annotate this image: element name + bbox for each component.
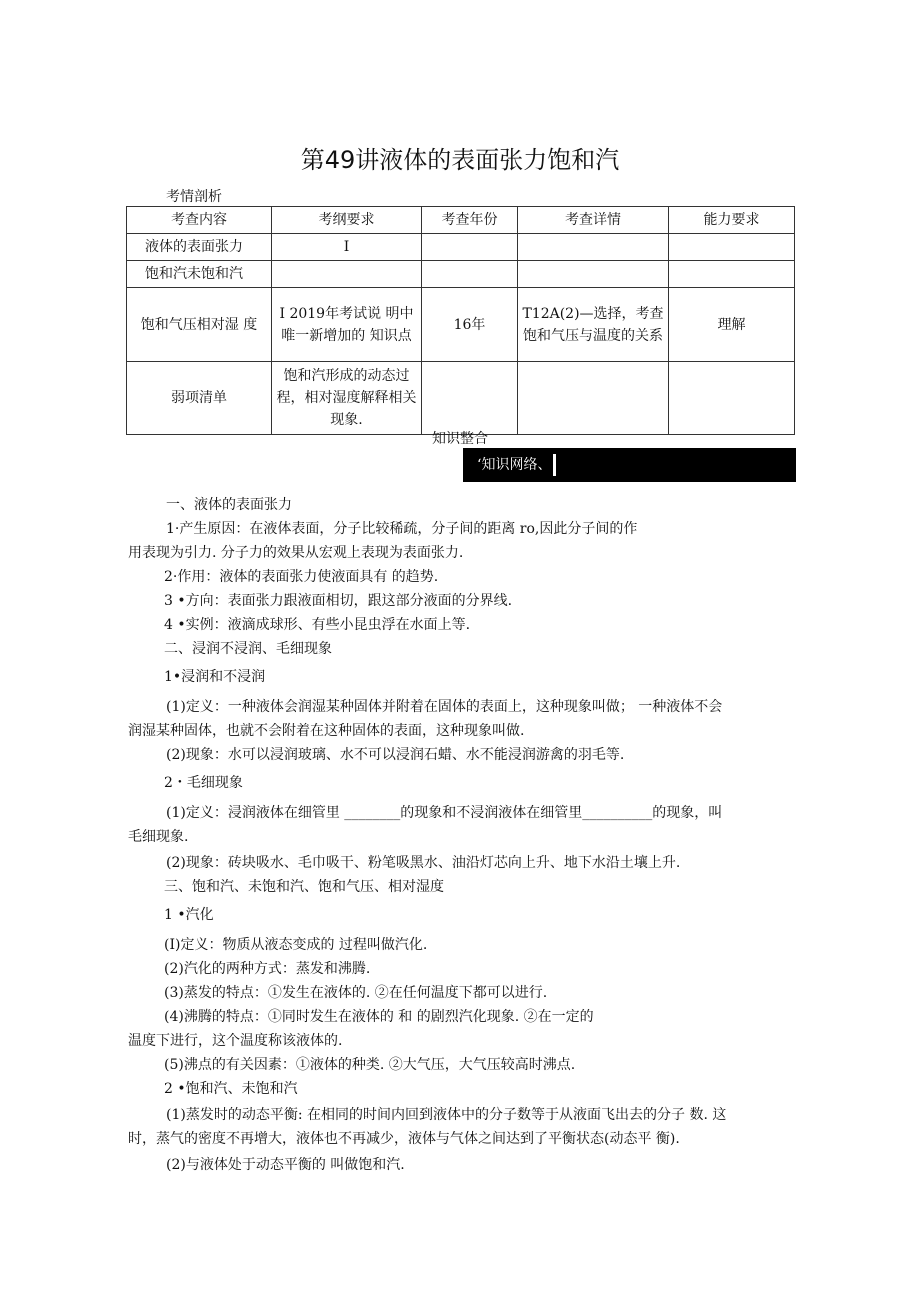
text-line: (2)汽化的两种方式：蒸发和沸腾. [164, 961, 371, 977]
table-row [127, 261, 795, 288]
text-line: (3)蒸发的特点：①发生在液体的. ②在任何温度下都可以进行. [164, 985, 548, 1001]
table-cell: 理解 [669, 288, 795, 362]
table-row [127, 288, 795, 362]
section-heading: 一、液体的表面张力 [166, 497, 292, 513]
subsection-heading: 1 •汽化 [164, 907, 214, 923]
table-cell: T12A(2)—选择，考查饱和气压与温度的关系 [518, 288, 669, 362]
subsection-heading: 1•浸润和不浸润 [164, 669, 266, 685]
knowledge-heading: 知识整合 [432, 431, 488, 447]
table-cell [518, 362, 669, 435]
table-cell: 弱项清单 [127, 362, 272, 435]
text-line: 1·产生原因：在液体表面，分子比较稀疏，分子间的距离 ro,因此分子间的作 [166, 521, 638, 537]
exam-analysis-table [126, 206, 795, 435]
table-cell [272, 261, 422, 288]
table-cell: 饱和汽未饱和汽 [127, 261, 272, 288]
knowledge-network-banner [463, 448, 796, 482]
text-line: 用表现为引力. 分子力的效果从宏观上表现为表面张力. [128, 545, 464, 561]
table-cell [669, 234, 795, 261]
section-heading: 三、饱和汽、未饱和汽、饱和气压、相对湿度 [164, 879, 444, 895]
cursor-bar-icon [553, 454, 556, 476]
text-line: 4 •实例：液滴成球形、有些小昆虫浮在水面上等. [164, 617, 471, 633]
page-title: 第49讲液体的表面张力饱和汽 [300, 146, 620, 174]
table-cell [422, 261, 518, 288]
text-line: (I)定义：物质从液态变成的 过程叫做汽化. [164, 937, 428, 953]
table-cell: I [272, 234, 422, 261]
table-cell [422, 234, 518, 261]
text-line: (2)现象：砖块吸水、毛巾吸干、粉笔吸黑水、油沿灯芯向上升、地下水沿土壤上升. [166, 855, 681, 871]
text-line: (2)现象：水可以浸润玻璃、水不可以浸润石蜡、水不能浸润游禽的羽毛等. [166, 747, 625, 763]
section-heading: 二、浸润不浸润、毛细现象 [164, 641, 332, 657]
text-line: 毛细现象. [128, 829, 189, 845]
text-line: (4)沸腾的特点：①同时发生在液体的 和 的剧烈汽化现象. ②在一定的 [164, 1009, 594, 1025]
text-line: (1)定义：浸润液体在细管里 ________的现象和不浸润液体在细管里__________的现象，叫 [166, 805, 723, 821]
text-line: 温度下进行，这个温度称该液体的. [128, 1033, 343, 1049]
table-cell [518, 234, 669, 261]
table-cell: 饱和汽形成的动态过程，相对湿度解释相关现象. [272, 362, 422, 435]
header-cell: 能力要求 [669, 207, 795, 234]
text-line: 时，蒸气的密度不再增大，液体也不再减少，液体与气体之间达到了平衡状态(动态平 衡). [128, 1131, 680, 1147]
table-cell: 液体的表面张力 [127, 234, 272, 261]
text-line: (1)定义：一种液体会润湿某种固体并附着在固体的表面上，这种现象叫做； 一种液体不会 [166, 699, 723, 715]
table-cell [669, 261, 795, 288]
table-cell: I 2019年考试说 明中唯一新增加的 知识点 [272, 288, 422, 362]
text-line: 润湿某种固体，也就不会附着在这种固体的表面，这种现象叫做. [128, 723, 525, 739]
table-cell: 16年 [422, 288, 518, 362]
table-row [127, 234, 795, 261]
subsection-heading: 2・毛细现象 [164, 775, 243, 791]
text-line: 2·作用：液体的表面张力使液面具有 的趋势. [164, 569, 439, 585]
header-cell: 考查内容 [127, 207, 272, 234]
text-line: 3 •方向：表面张力跟液面相切，跟这部分液面的分界线. [164, 593, 513, 609]
table-cell [518, 261, 669, 288]
text-line: (5)沸点的有关因素：①液体的种类. ②大气压，大气压较高时沸点. [164, 1057, 576, 1073]
text-line: (2)与液体处于动态平衡的 叫做饱和汽. [166, 1157, 405, 1173]
subsection-heading: 2 •饱和汽、未饱和汽 [164, 1081, 298, 1097]
table-header-row [127, 207, 795, 234]
header-cell: 考纲要求 [272, 207, 422, 234]
analysis-heading: 考情剖析 [166, 189, 222, 205]
header-cell: 考查详情 [518, 207, 669, 234]
table-cell [422, 362, 518, 435]
table-cell [669, 362, 795, 435]
banner-label: ‘知识网络、 [477, 457, 552, 473]
text-line: (1)蒸发时的动态平衡: 在相同的时间内回到液体中的分子数等于从液面飞出去的分子 数. 这 [166, 1107, 727, 1123]
header-cell: 考查年份 [422, 207, 518, 234]
table-row [127, 362, 795, 435]
table-cell: 饱和气压相对湿 度 [127, 288, 272, 362]
